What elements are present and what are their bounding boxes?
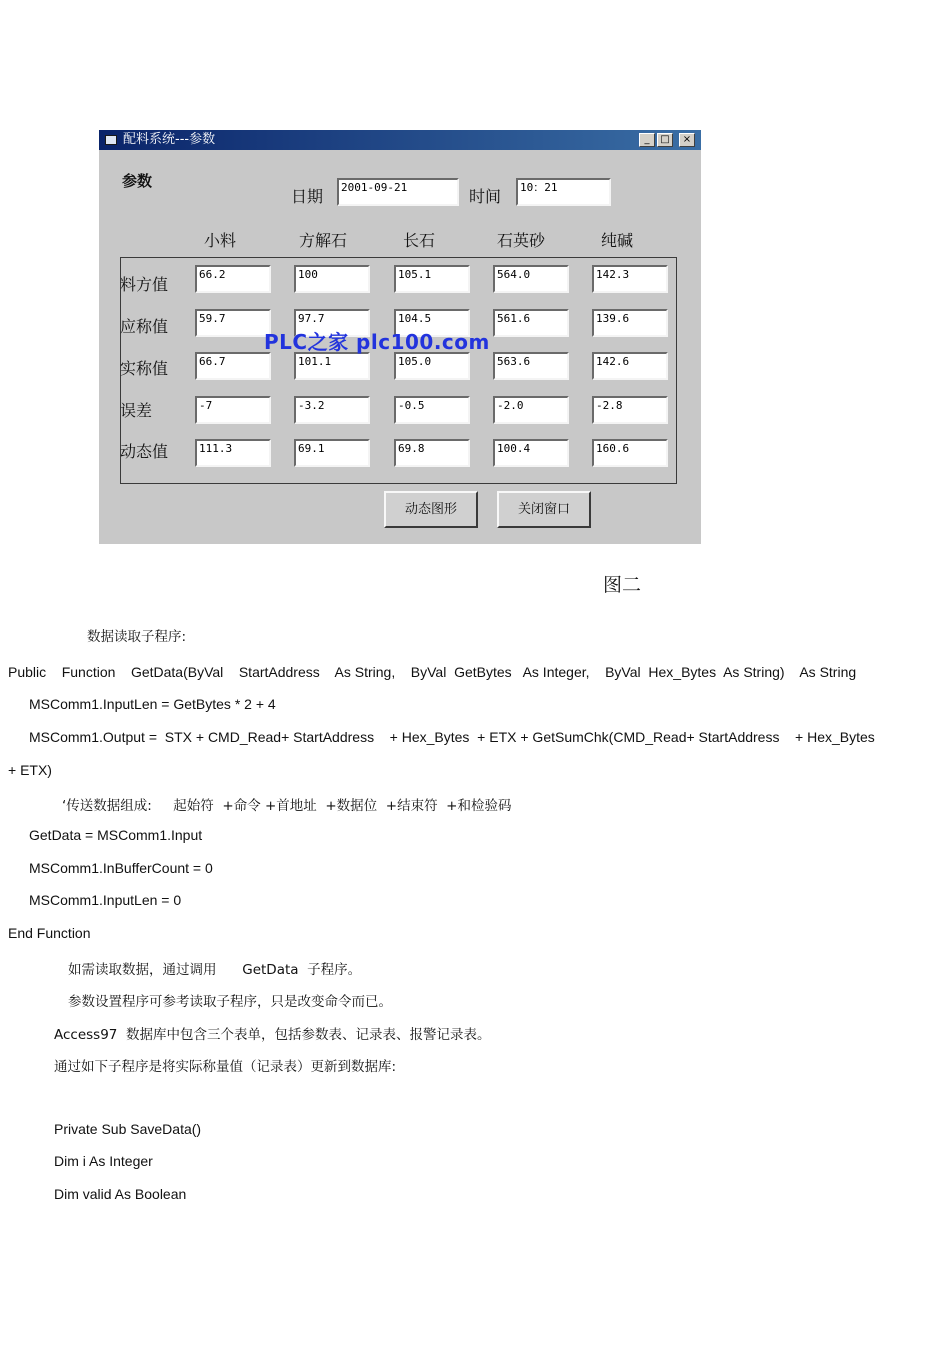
value-field[interactable]: -3.2 (294, 396, 370, 424)
paragraph: 通过如下子程序是将实际称量值（记录表）更新到数据库: (54, 1059, 397, 1075)
paragraph: 参数设置程序可参考读取子程序，只是改变命令而已。 (68, 994, 392, 1010)
code-line: GetData = MSComm1.Input (29, 827, 203, 843)
time-label: 时间 (469, 187, 502, 206)
value-field[interactable]: 111.3 (195, 439, 271, 467)
value-field[interactable]: 69.1 (294, 439, 370, 467)
date-label: 日期 (291, 187, 324, 206)
value-field[interactable]: 104.5 (394, 309, 470, 337)
value-field[interactable]: 105.1 (394, 265, 470, 293)
code-line: Private Sub SaveData() (54, 1121, 202, 1137)
value-field[interactable]: 142.6 (592, 352, 668, 380)
minimize-icon[interactable]: _ (639, 133, 655, 147)
value-field[interactable]: -0.5 (394, 396, 470, 424)
value-field[interactable]: 105.0 (394, 352, 470, 380)
value-field[interactable]: 101.1 (294, 352, 370, 380)
code-line: + ETX) (8, 762, 52, 778)
code-line: Dim i As Integer (54, 1153, 153, 1169)
app-icon (105, 135, 117, 145)
value-field[interactable]: 97.7 (294, 309, 370, 337)
row-label: 误差 (120, 401, 153, 420)
row-label: 动态值 (120, 442, 169, 461)
value-field[interactable]: 160.6 (592, 439, 668, 467)
column-header: 石英砂 (497, 231, 546, 250)
value-field[interactable]: 100 (294, 265, 370, 293)
value-field[interactable]: 142.3 (592, 265, 668, 293)
column-header: 方解石 (299, 231, 348, 250)
value-field[interactable]: 564.0 (493, 265, 569, 293)
maximize-icon[interactable]: □ (657, 133, 673, 147)
value-field[interactable]: 66.7 (195, 352, 271, 380)
window-title: 配料系统---参数 (123, 132, 216, 147)
paragraph: 数据读取子程序: (87, 629, 187, 645)
value-field[interactable]: 563.6 (493, 352, 569, 380)
value-field[interactable]: -2.0 (493, 396, 569, 424)
value-field[interactable]: -2.8 (592, 396, 668, 424)
parameter-window (99, 130, 701, 544)
row-label: 料方值 (120, 275, 169, 294)
figure-caption: 图二 (603, 574, 642, 596)
code-line: Dim valid As Boolean (54, 1186, 187, 1202)
column-header: 长石 (403, 231, 436, 250)
code-line: End Function (8, 925, 91, 941)
window-titlebar (99, 130, 701, 150)
section-label: 参数 (122, 172, 153, 190)
code-line: MSComm1.InputLen = GetBytes * 2 + 4 (29, 696, 276, 712)
close-icon[interactable]: × (679, 133, 695, 147)
paragraph: 如需读取数据，通过调用 GetData 子程序。 (68, 962, 362, 978)
row-label: 应称值 (120, 317, 169, 336)
value-field[interactable]: 100.4 (493, 439, 569, 467)
watermark: PLC之家 plc100.com (264, 330, 490, 354)
close-window-button[interactable]: 关闭窗口 (497, 491, 591, 528)
value-field[interactable]: 139.6 (592, 309, 668, 337)
code-comment: ‘传送数据组成: 起始符 +命令 +首地址 +数据位 +结束符 +和检验码 (62, 798, 512, 814)
column-header: 小料 (204, 231, 237, 250)
paragraph: Access97 数据库中包含三个表单，包括参数表、记录表、报警记录表。 (54, 1027, 491, 1043)
code-line: MSComm1.InBufferCount = 0 (29, 860, 213, 876)
time-field[interactable]: 10：21 (516, 178, 611, 206)
code-line: MSComm1.InputLen = 0 (29, 892, 182, 908)
value-field[interactable]: -7 (195, 396, 271, 424)
value-field[interactable]: 59.7 (195, 309, 271, 337)
dynamic-graph-button[interactable]: 动态图形 (384, 491, 478, 528)
row-label: 实称值 (120, 359, 169, 378)
code-line: MSComm1.Output = STX + CMD_Read+ StartAddress + Hex_Bytes + ETX + GetSumChk(CMD_Read+ StartAddress + Hex_Bytes (29, 729, 875, 745)
value-field[interactable]: 66.2 (195, 265, 271, 293)
code-line: Public Function GetData(ByVal StartAddress As String, ByVal GetBytes As Integer, ByVal Hex_Bytes As String) As String (8, 664, 857, 680)
value-field[interactable]: 561.6 (493, 309, 569, 337)
date-field[interactable]: 2001-09-21 (337, 178, 459, 206)
value-field[interactable]: 69.8 (394, 439, 470, 467)
column-header: 纯碱 (601, 231, 634, 250)
